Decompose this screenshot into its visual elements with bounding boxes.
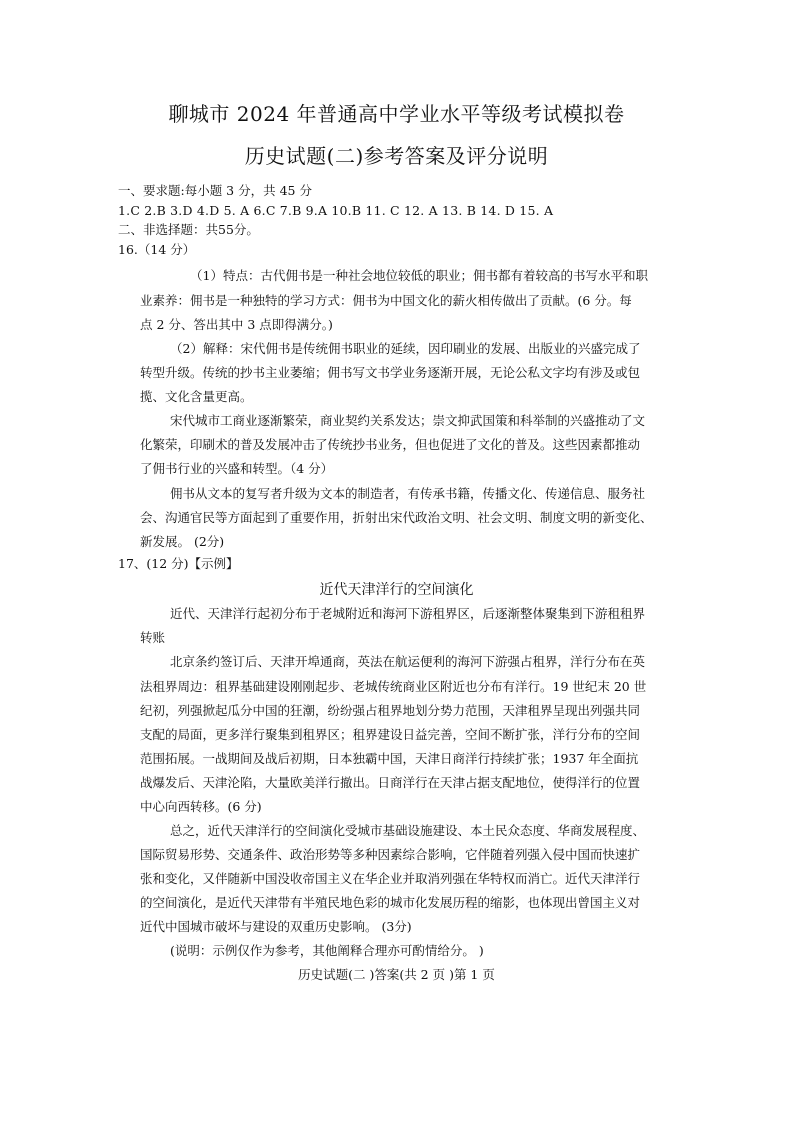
q16-p1-line1: （1）特点：古代佣书是一种社会地位较低的职业；佣书都有着较高的书写水平和职 bbox=[190, 268, 648, 283]
document-subtitle: 历史试题(二)参考答案及评分说明 bbox=[244, 144, 549, 168]
q16-p3-line3: 了佣书行业的兴盛和转型。（4 分） bbox=[140, 461, 334, 476]
q17-p2-line2: 法租界周边：租界基础建设刚刚起步、老城传统商业区附近也分布有洋行。19 世纪末 20 世 bbox=[140, 679, 647, 694]
q16-p4-line3: 新发展。 (2分) bbox=[140, 534, 225, 549]
q17-p2-line7: 中心向西转移。(6 分) bbox=[140, 799, 262, 814]
q16-p3-line1: 宋代城市工商业逐渐繁荣，商业契约关系发达；崇文抑武国策和科举制的兴盛推动了文 bbox=[170, 413, 646, 428]
part2-heading: 二、非选择题：共55分。 bbox=[118, 222, 259, 237]
part1-heading: 一、要求题:每小题 3 分，共 45 分 bbox=[118, 183, 312, 198]
q17-p3-line4: 的空间演化，是近代天津带有半殖民地色彩的城市化发展历程的缩影，也体现出曾国主义对 bbox=[140, 895, 641, 910]
q17-note: (说明：示例仅作为参考，其他阐释合理亦可酌情给分。 ) bbox=[170, 943, 484, 958]
q16-label: 16.（14 分） bbox=[118, 242, 196, 257]
q16-p1-line2: 业素养：佣书是一种独特的学习方式：佣书为中国文化的薪火相传做出了贡献。(6 分。每 bbox=[140, 293, 632, 308]
part1-answers: 1.C 2.B 3.D 4.D 5. A 6.C 7.B 9.A 10.B 11. C 12. A 13. B 14. D 15. A bbox=[118, 203, 554, 218]
q17-p2-line4: 支配的局面，更多洋行聚集到租界区；租界建设日益完善，空间不断扩张，洋行分布的空间 bbox=[140, 727, 641, 742]
q17-p3-line5: 近代中国城市破坏与建设的双重历史影响。 (3分) bbox=[140, 919, 412, 934]
q16-p4-line1: 佣书从文本的复写者升级为文本的制造者，有传承书籍，传播文化、传递信息、服务社 bbox=[170, 486, 646, 501]
q17-p2-line3: 纪初，列强掀起瓜分中国的狂潮，纷纷强占租界地划分势力范围，天津租界呈现出列强共同 bbox=[140, 703, 641, 718]
document-title: 聊城市 2024 年普通高中学业水平等级考试模拟卷 bbox=[168, 102, 625, 126]
q16-p2-line2: 转型升级。传统的抄书主业萎缩；佣书写文书学业务逐渐开展，无论公私文字均有涉及或包 bbox=[140, 365, 641, 380]
q17-p3-line2: 国际贸易形势、交通条件、政治形势等多种因素综合影响，它伴随着列强入侵中国而快速扩 bbox=[140, 847, 641, 862]
q16-p3-line2: 化繁荣，印刷术的普及发展冲击了传统抄书业务，但也促进了文化的普及。这些因素都推动 bbox=[140, 437, 641, 452]
q17-p2-line5: 范围拓展。一战期间及战后初期，日本独霸中国，天津日商洋行持续扩张；1937 年全面抗 bbox=[140, 751, 639, 766]
q17-p3-line3: 张和变化，又伴随新中国没收帝国主义在华企业并取消列强在华特权而消亡。近代天津洋行 bbox=[140, 871, 641, 886]
q17-p3-line1: 总之，近代天津洋行的空间演化受城市基础设施建设、本土民众态度、华商发展程度、 bbox=[170, 823, 646, 838]
q17-p1-line1: 近代、天津洋行起初分布于老城附近和海河下游租界区，后逐渐整体聚集到下游租租界 bbox=[170, 606, 646, 621]
q17-p2-line1: 北京条约签订后、天津开埠通商，英法在航运便利的海河下游强占租界，洋行分布在英 bbox=[170, 654, 646, 669]
q16-p1-line3: 点 2 分、答出其中 3 点即得满分。) bbox=[140, 317, 333, 332]
q16-p2-line1: （2）解释：宋代佣书是传统佣书职业的延续，因印刷业的发展、出版业的兴盛完成了 bbox=[170, 341, 641, 356]
q17-p1-line2: 转账 bbox=[140, 630, 166, 645]
q17-essay-title: 近代天津洋行的空间演化 bbox=[319, 582, 474, 598]
q17-label: 17、(12 分)【示例】 bbox=[118, 556, 239, 571]
q17-p2-line6: 战爆发后、天津沦陷，大量欧美洋行撤出。日商洋行在天津占据支配地位，使得洋行的位置 bbox=[140, 775, 641, 790]
q16-p4-line2: 会、沟通官民等方面起到了重要作用，折射出宋代政治文明、社会文明、制度文明的新变化、 bbox=[140, 510, 653, 525]
q16-p2-line3: 揽、文化含量更高。 bbox=[140, 389, 253, 404]
page-footer: 历史试题(二 )答案(共 2 页 )第 1 页 bbox=[298, 967, 495, 982]
